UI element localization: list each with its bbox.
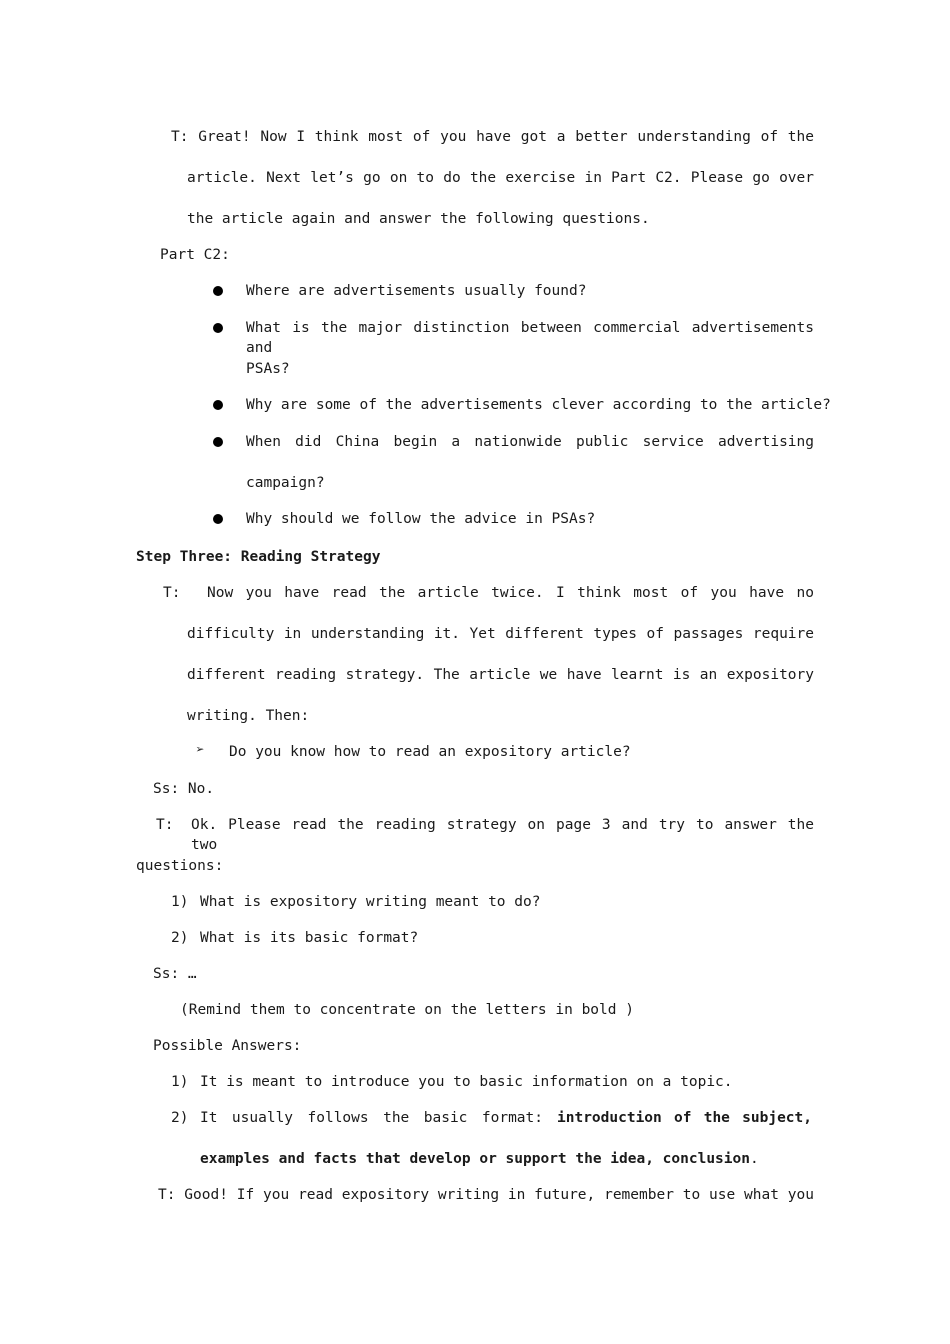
part-c2-label: Part C2: <box>160 247 230 263</box>
answer-1: It is meant to introduce you to basic information on a topic. <box>200 1074 733 1090</box>
possible-answers-label: Possible Answers: <box>153 1038 302 1054</box>
question-2-line-1: What is the major distinction between commercial advertisements and <box>246 320 814 356</box>
teacher-instruction-line-1: Ok. Please read the reading strategy on page 3 and try to answer the two <box>191 817 814 853</box>
teacher-line-1: Now you have read the article twice. I think most of you have no <box>207 585 814 601</box>
question-4-line-2: campaign? <box>246 475 325 491</box>
answer-2-bold: introduction of the subject, <box>557 1110 812 1126</box>
teacher-line-3: different reading strategy. The article we have learnt is an expository <box>187 667 814 683</box>
question-3: Why are some of the advertisements clever according to the article? <box>246 397 831 413</box>
students-reply-no: Ss: No. <box>153 781 215 797</box>
question-1: Where are advertisements usually found? <box>246 283 587 299</box>
teacher-instruction-line-2: questions: <box>136 858 224 874</box>
answer-2-line-2-end: . <box>749 1151 759 1167</box>
question-number-1: 1) <box>171 894 189 910</box>
arrow-item: Do you know how to read an expository article? <box>229 744 631 760</box>
bullet-icon <box>213 286 223 296</box>
teacher-prefix-2: T: <box>156 817 174 833</box>
answer-2-line-2 <box>200 1149 759 1169</box>
teacher-prefix: T: <box>163 585 181 601</box>
teacher-intro-line-1: T: Great! Now I think most of you have got a better understanding of the <box>171 129 814 145</box>
teacher-closing-line: T: Good! If you read expository writing in future, remember to use what you <box>158 1187 814 1203</box>
question-5: Why should we follow the advice in PSAs? <box>246 511 596 527</box>
bullet-icon <box>213 514 223 524</box>
answer-number-1: 1) <box>171 1074 189 1090</box>
answer-2-line-2-bold: examples and facts that develop or support the idea, conclusion <box>200 1151 750 1167</box>
strategy-question-1: What is expository writing meant to do? <box>200 894 541 910</box>
teacher-intro-line-2: article. Next let’s go on to do the exercise in Part C2. Please go over <box>187 170 814 186</box>
students-reply-dots: Ss: … <box>153 966 197 982</box>
strategy-question-2: What is its basic format? <box>200 930 419 946</box>
question-number-2: 2) <box>171 930 189 946</box>
answer-2-lead: It usually follows the basic format: <box>200 1110 543 1126</box>
remind-note: (Remind them to concentrate on the letters in bold ) <box>180 1002 634 1018</box>
bullet-icon <box>213 323 223 333</box>
bullet-icon <box>213 437 223 447</box>
question-4-line-1: When did China begin a nationwide public service advertising <box>246 434 814 450</box>
teacher-line-2: difficulty in understanding it. Yet different types of passages require <box>187 626 814 642</box>
bullet-icon <box>213 400 223 410</box>
step-three-heading: Step Three: Reading Strategy <box>136 549 381 565</box>
question-2-line-2: PSAs? <box>246 361 290 377</box>
teacher-line-4: writing. Then: <box>187 708 310 724</box>
arrow-bullet-icon: ➢ <box>196 742 205 758</box>
teacher-intro-line-3: the article again and answer the following questions. <box>187 211 650 227</box>
answer-number-2: 2) <box>171 1110 189 1126</box>
